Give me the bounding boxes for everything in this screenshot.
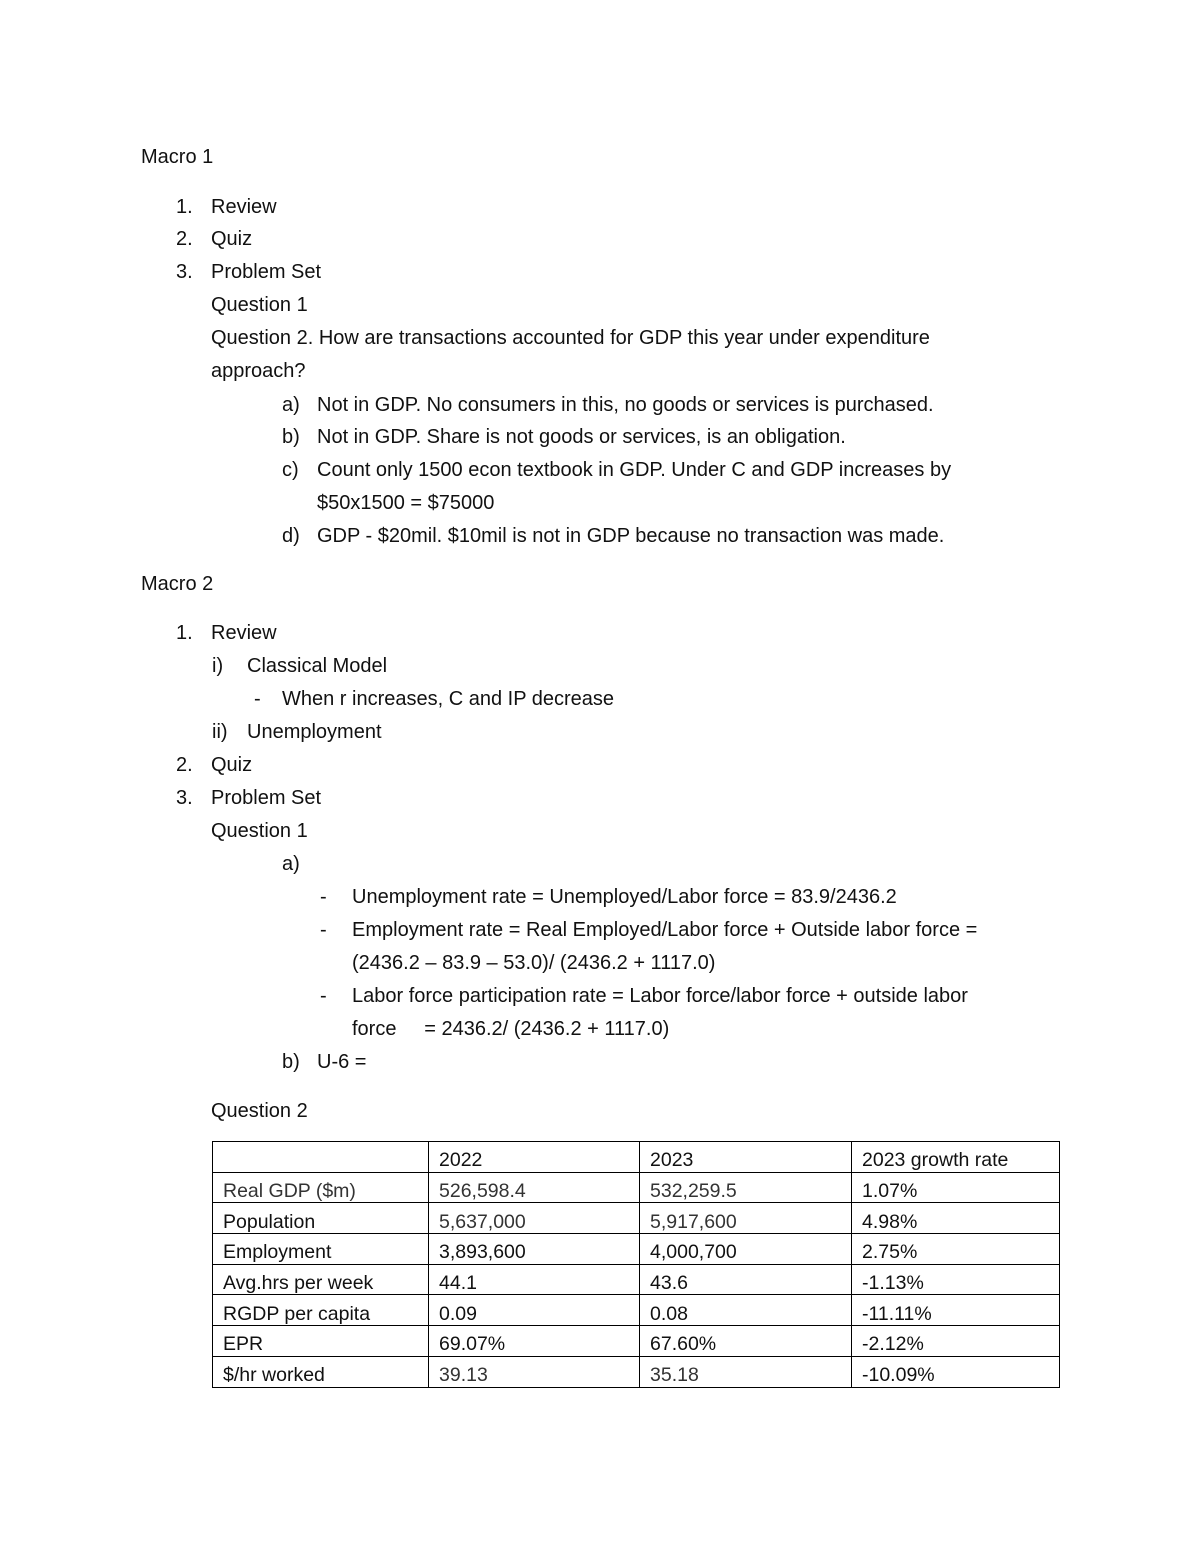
table-cell: 5,917,600 <box>640 1203 852 1234</box>
table-row <box>213 1356 1060 1387</box>
answer-a-text: Not in GDP. No consumers in this, no goods or services is purchased. <box>317 394 934 416</box>
table-row <box>213 1234 1060 1265</box>
macro1-item-problem-set: Problem Set <box>211 261 322 283</box>
answer-b-text: Not in GDP. Share is not goods or services, is an obligation. <box>317 426 846 448</box>
participation-rate-formula-cont: force = 2436.2/ (2436.2 + 1117.0) <box>352 1018 670 1040</box>
review-classical-model: Classical Model <box>247 655 388 677</box>
table-cell: -10.09% <box>852 1356 1060 1387</box>
macro2-question1: Question 1 <box>211 820 308 842</box>
table-cell: 4.98% <box>852 1203 1060 1234</box>
table-cell: 526,598.4 <box>429 1172 640 1203</box>
macro1-question2-line1: Question 2. How are transactions accounted for GDP this year under expenditure <box>211 327 930 349</box>
employment-rate-formula-cont: (2436.2 – 83.9 – 53.0)/ (2436.2 + 1117.0) <box>352 952 716 974</box>
table-cell: -2.12% <box>852 1326 1060 1357</box>
bullet-dash: - <box>320 919 327 941</box>
table-cell: 5,637,000 <box>429 1203 640 1234</box>
roman-marker: ii) <box>212 721 228 743</box>
list-number: 1. <box>176 622 193 644</box>
list-number: 2. <box>176 228 193 250</box>
review-unemployment: Unemployment <box>247 721 382 743</box>
table-cell: Real GDP ($m) <box>213 1172 429 1203</box>
table-cell: 39.13 <box>429 1356 640 1387</box>
employment-rate-formula: Employment rate = Real Employed/Labor force + Outside labor force = <box>352 919 978 941</box>
table-header-cell: 2023 <box>640 1142 852 1173</box>
table-header-cell <box>213 1142 429 1173</box>
table-row <box>213 1295 1060 1326</box>
table-cell: 2.75% <box>852 1234 1060 1265</box>
participation-rate-formula: Labor force participation rate = Labor force/labor force + outside labor <box>352 985 968 1007</box>
q1-a-marker: a) <box>282 853 300 875</box>
list-number: 1. <box>176 196 193 218</box>
table-cell: RGDP per capita <box>213 1295 429 1326</box>
bullet-dash: - <box>254 688 261 710</box>
answer-marker: d) <box>282 525 300 547</box>
growth-table <box>212 1141 1060 1388</box>
table-cell: -11.11% <box>852 1295 1060 1326</box>
table-cell: 44.1 <box>429 1264 640 1295</box>
bullet-dash: - <box>320 985 327 1007</box>
macro2-question2: Question 2 <box>211 1100 308 1122</box>
macro1-heading: Macro 1 <box>141 146 214 168</box>
list-number: 3. <box>176 787 193 809</box>
q1-b-marker: b) <box>282 1051 300 1073</box>
table-cell: 43.6 <box>640 1264 852 1295</box>
table-cell: 67.60% <box>640 1326 852 1357</box>
q1-b-text: U-6 = <box>317 1051 367 1073</box>
table-row <box>213 1203 1060 1234</box>
list-number: 3. <box>176 261 193 283</box>
macro2-item-problem-set: Problem Set <box>211 787 322 809</box>
unemployment-rate-formula: Unemployment rate = Unemployed/Labor force = 83.9/2436.2 <box>352 886 897 908</box>
table-cell: 4,000,700 <box>640 1234 852 1265</box>
bullet-dash: - <box>320 886 327 908</box>
macro1-question2-line2: approach? <box>211 360 306 382</box>
table-cell: 532,259.5 <box>640 1172 852 1203</box>
table-cell: EPR <box>213 1326 429 1357</box>
table-header-cell: 2023 growth rate <box>852 1142 1060 1173</box>
answer-marker: c) <box>282 459 299 481</box>
table-header-row <box>213 1142 1060 1173</box>
table-cell: 0.09 <box>429 1295 640 1326</box>
table-cell: 1.07% <box>852 1172 1060 1203</box>
roman-marker: i) <box>212 655 224 677</box>
table-row <box>213 1326 1060 1357</box>
answer-marker: a) <box>282 394 300 416</box>
table-cell: 3,893,600 <box>429 1234 640 1265</box>
table-cell: -1.13% <box>852 1264 1060 1295</box>
table-cell: 35.18 <box>640 1356 852 1387</box>
macro2-item-quiz: Quiz <box>211 754 253 776</box>
answer-d-text: GDP - $20mil. $10mil is not in GDP because no transaction was made. <box>317 525 945 547</box>
macro2-heading: Macro 2 <box>141 573 214 595</box>
answer-c-text-cont: $50x1500 = $75000 <box>317 492 495 514</box>
table-row <box>213 1172 1060 1203</box>
answer-marker: b) <box>282 426 300 448</box>
answer-c-text: Count only 1500 econ textbook in GDP. Under C and GDP increases by <box>317 459 952 481</box>
table-header-cell: 2022 <box>429 1142 640 1173</box>
table-cell: $/hr worked <box>213 1356 429 1387</box>
table-cell: 0.08 <box>640 1295 852 1326</box>
macro1-item-review: Review <box>211 196 277 218</box>
macro1-question1: Question 1 <box>211 294 308 316</box>
macro2-item-review: Review <box>211 622 277 644</box>
classical-bullet: When r increases, C and IP decrease <box>282 688 615 710</box>
table-cell: 69.07% <box>429 1326 640 1357</box>
table-cell: Population <box>213 1203 429 1234</box>
table-cell: Avg.hrs per week <box>213 1264 429 1295</box>
table-row <box>213 1264 1060 1295</box>
list-number: 2. <box>176 754 193 776</box>
macro1-item-quiz: Quiz <box>211 228 253 250</box>
table-cell: Employment <box>213 1234 429 1265</box>
